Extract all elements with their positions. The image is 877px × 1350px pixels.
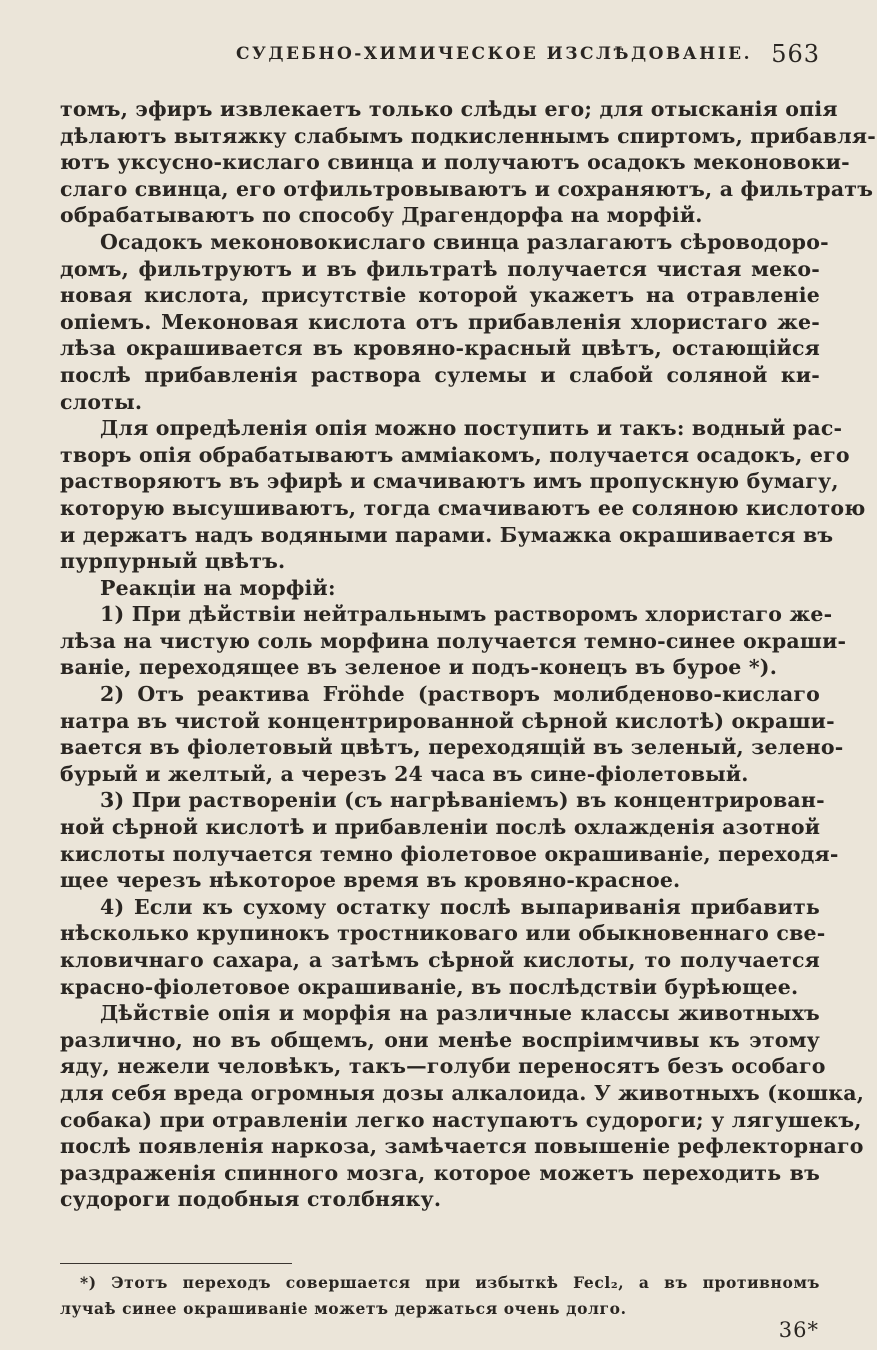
text-line: 2) Отъ реактива Fröhde (растворъ молибденово-кислаго: [100, 682, 820, 707]
text-line: щее черезъ нѣкоторое время въ кровяно-красное.: [60, 868, 681, 893]
text-line: различно, но въ общемъ, они менѣе воспріимчивы къ этому: [60, 1027, 820, 1052]
text-line: ютъ уксусно-кислаго свинца и получаютъ осадокъ меконовоки-: [60, 150, 850, 175]
text-line: домъ, фильтруютъ и въ фильтратѣ получается чистая меко-: [60, 256, 820, 281]
text-line: 4) Если къ сухому остатку послѣ выпариванія прибавить: [100, 894, 820, 919]
text-line: которую высушиваютъ, тогда смачиваютъ ее солянoю кислотою: [60, 495, 866, 520]
text-line: вается въ фіолетовый цвѣтъ, переходящій въ зеленый, зелено-: [60, 735, 844, 760]
text-line: дѣлаютъ вытяжку слабымъ подкисленнымъ спиртомъ, прибавля-: [60, 123, 876, 148]
text-line: судороги подобныя столбняку.: [60, 1187, 442, 1212]
footnote: [60, 1270, 820, 1322]
text-line: 3) При раствореніи (съ нагрѣваніемъ) въ концентрирован-: [100, 788, 825, 813]
text-line: Для опредѣленія опія можно поступить и такъ: водный рас-: [100, 416, 843, 441]
text-line: Осадокъ меконовокислаго свинца разлагаютъ сѣроводоро-: [100, 229, 829, 254]
footnote-line: лучаѣ синее окрашиваніе можетъ держаться очень долго.: [60, 1299, 627, 1318]
text-line: красно-фіолетовое окрашиваніе, въ послѣдствіи бурѣющее.: [60, 974, 799, 999]
text-line: обрабатываютъ по способу Драгендорфа на морфій.: [60, 203, 703, 228]
text-line: слоты.: [60, 389, 143, 414]
text-line: послѣ прибавленія раствора сулемы и слабой соляной ки-: [60, 362, 820, 387]
page-header: [60, 40, 820, 74]
signature-mark: 36*: [778, 1318, 819, 1342]
text-line: и держатъ надъ водяными парами. Бумажка окрашивается въ: [60, 522, 834, 547]
text-line: натра въ чистой концентрированной сѣрной кислотѣ) окраши-: [60, 708, 835, 733]
text-line: бурый и желтый, а черезъ 24 часа въ сине-фіолетовый.: [60, 761, 749, 786]
text-line: ваніе, переходящее въ зеленое и подъ-конецъ въ бурое *).: [60, 655, 778, 680]
text-line: лѣза на чистую соль морфина получается темно-синее окраши-: [60, 628, 847, 653]
text-line: Реакціи на морфій:: [100, 575, 336, 600]
text-line: новая кислота, присутствіе которой укажетъ на отравленіе: [60, 283, 820, 308]
text-line: 1) При дѣйствіи нейтральнымъ растворомъ хлористаго же-: [100, 602, 833, 627]
text-line: пурпурный цвѣтъ.: [60, 549, 286, 574]
body-text: [60, 96, 876, 1213]
text-line: опіемъ. Меконовая кислота отъ прибавленія хлористаго же-: [60, 309, 820, 334]
text-line: для себя вреда огромныя дозы алкалоида. У животныхъ (кошка,: [60, 1080, 865, 1105]
page-number: 563: [771, 40, 820, 68]
text-line: творъ опія обрабатываютъ амміакомъ, получается осадокъ, его: [60, 442, 850, 467]
footnote-separator: [60, 1263, 292, 1264]
text-line: ной сѣрной кислотѣ и прибавленіи послѣ охлажденія азотной: [60, 815, 821, 840]
text-line: растворяютъ въ эфирѣ и смачиваютъ имъ пропускную бумагу,: [60, 469, 839, 494]
text-line: раздраженія спинного мозга, которое можетъ переходить въ: [60, 1160, 820, 1185]
footnote-line: *) Этотъ переходъ совершается при избыткѣ Fecl₂, а въ противномъ: [80, 1273, 820, 1292]
text-line: кислоты получается темно фіолетовое окрашиваніе, переходя-: [60, 841, 839, 866]
text-line: лѣза окрашивается въ кровяно-красный цвѣтъ, остающійся: [60, 336, 820, 361]
text-line: яду, нежели человѣкъ, такъ—голуби переносятъ безъ особаго: [60, 1054, 826, 1079]
text-line: томъ, эфиръ извлекаетъ только слѣды его; для отысканія опія: [60, 97, 838, 121]
text-line: кловичнаго сахара, а затѣмъ сѣрной кислоты, то получается: [60, 948, 820, 972]
running-head: СУДЕБНО-ХИМИЧЕСКОЕ ИЗСЛѢДОВАНІЕ.: [236, 44, 753, 64]
text-line: нѣсколько крупинокъ тростниковаго или обыкновеннаго све-: [60, 921, 826, 946]
text-line: собака) при отравленіи легко наступаютъ судороги; у лягушекъ,: [60, 1107, 862, 1132]
text-line: слаго свинца, его отфильтровываютъ и сохраняютъ, а фильтратъ: [60, 176, 874, 201]
text-line: послѣ появленія наркоза, замѣчается повышеніе рефлекторнаго: [60, 1134, 864, 1159]
text-line: Дѣйствіе опія и морфія на различные классы животныхъ: [100, 1001, 820, 1026]
